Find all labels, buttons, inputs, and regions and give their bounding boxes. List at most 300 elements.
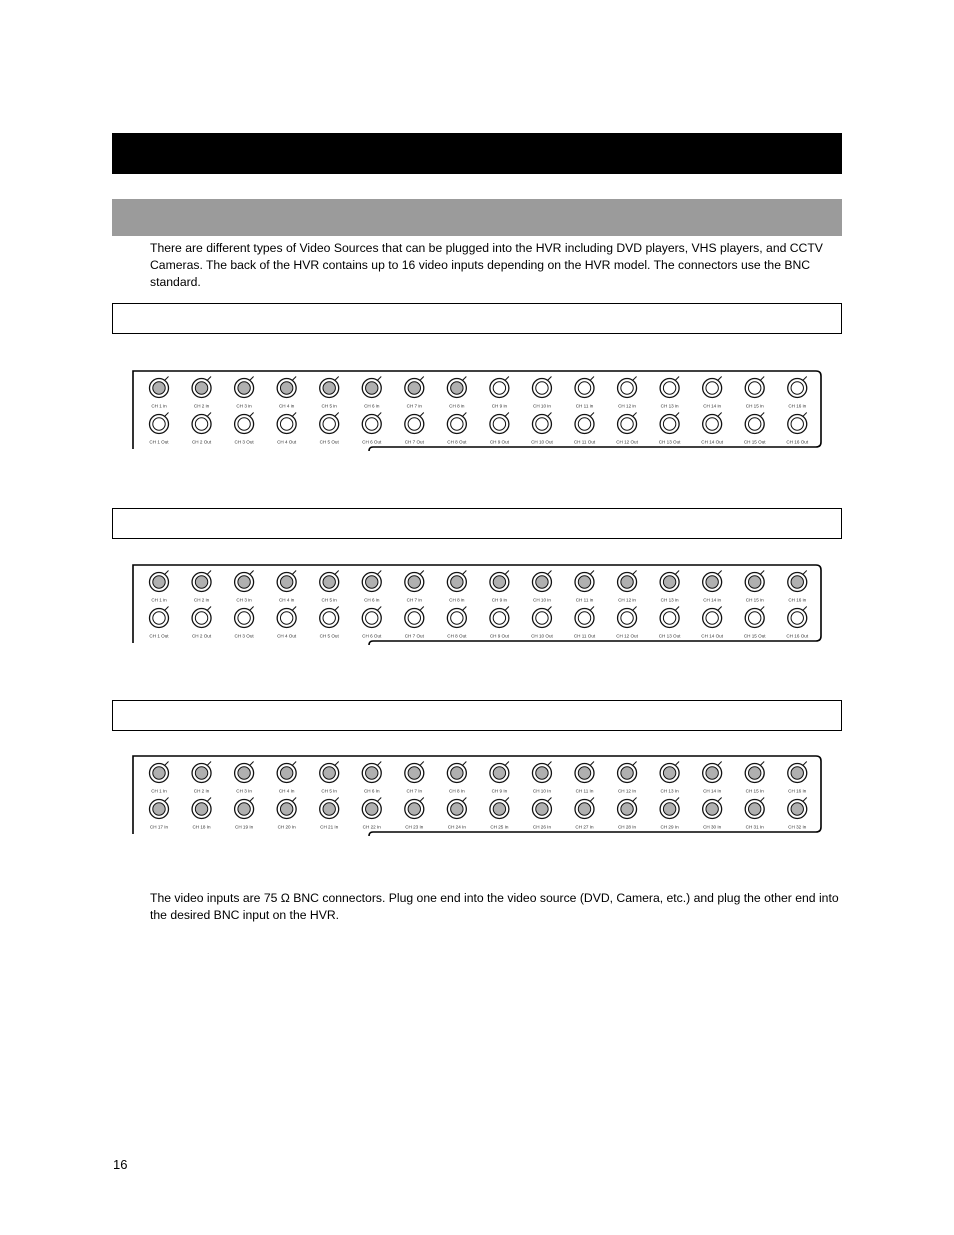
bnc-locking-pin — [803, 607, 807, 611]
bnc-connector-bottom-15 — [745, 798, 764, 830]
bnc-locking-pin — [335, 762, 339, 766]
bnc-locking-pin — [250, 798, 254, 802]
bnc-locking-pin — [335, 607, 339, 611]
bnc-label-top-9: CH 9 In — [491, 788, 508, 794]
bnc-connector-bottom-16 — [788, 798, 807, 830]
bnc-inner-socket — [280, 576, 292, 588]
bnc-label-top-15: CH 15 in — [745, 597, 764, 603]
bnc-locking-pin — [591, 377, 595, 381]
bnc-connector-bottom-11 — [574, 413, 596, 445]
bnc-inner-socket — [366, 612, 378, 624]
bnc-label-bottom-2: CH 18 In — [192, 824, 211, 830]
bnc-connector-top-1 — [150, 762, 169, 794]
bnc-locking-pin — [165, 377, 169, 381]
bnc-locking-pin — [463, 571, 467, 575]
bnc-connector-bottom-3 — [235, 798, 254, 830]
bnc-inner-socket — [366, 803, 378, 815]
bnc-locking-pin — [378, 571, 382, 575]
bnc-label-bottom-14: CH 14 Out — [701, 633, 724, 639]
bnc-connector-bottom-9 — [490, 607, 510, 639]
bnc-label-top-4: CH 4 in — [278, 597, 295, 603]
bnc-inner-socket — [323, 382, 335, 394]
bnc-connector-bottom-13 — [659, 607, 681, 639]
model-label-box-1 — [112, 303, 842, 334]
bnc-locking-pin — [761, 762, 765, 766]
bnc-inner-socket — [791, 767, 803, 779]
bnc-inner-socket — [536, 612, 548, 624]
bnc-connector-top-14 — [703, 377, 722, 409]
bnc-connector-top-10 — [532, 571, 551, 603]
bnc-connector-top-14 — [703, 571, 722, 603]
bnc-locking-pin — [293, 607, 297, 611]
bnc-label-bottom-6: CH 22 In — [362, 824, 381, 830]
bnc-locking-pin — [718, 413, 722, 417]
bnc-inner-socket — [791, 418, 803, 430]
bnc-label-top-11: CH 11 in — [575, 403, 594, 409]
bnc-locking-pin — [165, 607, 169, 611]
bnc-locking-pin — [676, 798, 680, 802]
bnc-locking-pin — [250, 413, 254, 417]
bnc-inner-socket — [791, 576, 803, 588]
bnc-label-bottom-9: CH 9 Out — [489, 633, 509, 639]
bnc-locking-pin — [335, 377, 339, 381]
bnc-label-top-2: CH 2 in — [193, 403, 210, 409]
bnc-inner-socket — [536, 803, 548, 815]
bnc-connector-top-15 — [745, 762, 764, 794]
bnc-connector-top-15 — [745, 571, 764, 603]
bnc-inner-socket — [238, 803, 250, 815]
bnc-connector-top-11 — [575, 377, 594, 409]
bnc-connector-bottom-8 — [447, 798, 466, 830]
bnc-locking-pin — [718, 798, 722, 802]
bnc-inner-socket — [706, 612, 718, 624]
bnc-inner-socket — [749, 382, 761, 394]
bnc-connector-top-2 — [192, 377, 211, 409]
bnc-locking-pin — [548, 413, 552, 417]
bnc-label-bottom-2: CH 2 Out — [191, 633, 212, 639]
bnc-label-bottom-7: CH 7 Out — [404, 439, 424, 445]
bnc-label-top-5: CH 5 In — [321, 788, 337, 794]
bnc-label-bottom-7: CH 23 In — [405, 824, 424, 830]
bnc-locking-pin — [208, 571, 212, 575]
bnc-label-bottom-15: CH 31 In — [745, 824, 764, 830]
bnc-locking-pin — [208, 607, 212, 611]
bnc-locking-pin — [463, 798, 467, 802]
bnc-locking-pin — [676, 607, 680, 611]
bnc-inner-socket — [621, 612, 633, 624]
bnc-inner-socket — [366, 767, 378, 779]
bnc-label-bottom-11: CH 11 Out — [573, 633, 596, 639]
bnc-inner-socket — [451, 767, 463, 779]
bnc-inner-socket — [195, 803, 207, 815]
bnc-inner-socket — [493, 382, 505, 394]
bnc-connector-bottom-11 — [574, 607, 596, 639]
bnc-label-top-8: CH 8 In — [449, 788, 465, 794]
bnc-label-bottom-8: CH 24 In — [447, 824, 466, 830]
bnc-connector-top-12 — [618, 762, 637, 794]
bnc-inner-socket — [578, 767, 590, 779]
bnc-connector-top-16 — [788, 377, 807, 409]
page-number: 16 — [113, 1157, 128, 1172]
bnc-inner-socket — [195, 612, 207, 624]
bnc-panel-svg-1 — [132, 369, 822, 451]
bnc-label-bottom-1: CH 1 Out — [149, 633, 169, 639]
bnc-inner-socket — [749, 576, 761, 588]
bnc-panel-diagram-3 — [132, 754, 822, 836]
bnc-connector-bottom-6 — [362, 413, 382, 445]
bnc-locking-pin — [378, 798, 382, 802]
bnc-locking-pin — [676, 762, 680, 766]
bnc-connector-bottom-1 — [149, 607, 169, 639]
bnc-inner-socket — [578, 418, 590, 430]
bnc-label-top-5: CH 5 in — [321, 403, 337, 409]
bnc-connector-bottom-4 — [277, 413, 297, 445]
bnc-locking-pin — [505, 798, 509, 802]
bnc-locking-pin — [250, 607, 254, 611]
bnc-inner-socket — [493, 612, 505, 624]
bnc-connector-bottom-14 — [701, 607, 723, 639]
bnc-connector-bottom-4 — [277, 607, 297, 639]
bnc-connector-bottom-14 — [703, 798, 722, 830]
bnc-inner-socket — [238, 576, 250, 588]
bnc-inner-socket — [408, 418, 420, 430]
intro-paragraph: There are different types of Video Sources that can be plugged into the HVR including DVD players, VHS players, and CCTV Cameras. The back of the HVR contains up to 16 video inputs depending on the HVR model. The connectors use the BNC standard. — [150, 241, 823, 289]
bnc-locking-pin — [378, 607, 382, 611]
bnc-inner-socket — [451, 418, 463, 430]
bnc-inner-socket — [323, 418, 335, 430]
bnc-connector-bottom-14 — [701, 413, 723, 445]
bnc-connector-bottom-5 — [320, 413, 340, 445]
bnc-label-bottom-3: CH 3 Out — [234, 633, 254, 639]
bnc-locking-pin — [676, 413, 680, 417]
bnc-connector-bottom-13 — [660, 798, 679, 830]
bnc-locking-pin — [165, 798, 169, 802]
bnc-connector-top-13 — [660, 571, 679, 603]
bnc-label-bottom-7: CH 7 Out — [404, 633, 424, 639]
bnc-inner-socket — [663, 767, 675, 779]
bnc-label-top-16: CH 16 in — [788, 403, 807, 409]
bnc-label-bottom-10: CH 10 Out — [531, 633, 553, 639]
bnc-label-top-15: CH 15 In — [745, 788, 764, 794]
bnc-locking-pin — [633, 798, 637, 802]
bnc-label-top-9: CH 9 in — [491, 403, 508, 409]
bnc-label-top-12: CH 12 in — [618, 403, 636, 409]
bnc-locking-pin — [250, 762, 254, 766]
bnc-connector-bottom-10 — [531, 413, 553, 445]
bnc-connector-bottom-5 — [320, 607, 340, 639]
bnc-locking-pin — [761, 798, 765, 802]
bnc-label-top-4: CH 4 In — [278, 788, 295, 794]
bnc-locking-pin — [633, 607, 637, 611]
bnc-inner-socket — [408, 803, 420, 815]
bnc-inner-socket — [621, 418, 633, 430]
bnc-label-top-3: CH 3 in — [236, 597, 252, 603]
bnc-label-bottom-10: CH 10 Out — [531, 439, 553, 445]
bnc-locking-pin — [250, 377, 254, 381]
bnc-inner-socket — [451, 803, 463, 815]
bnc-connector-bottom-9 — [490, 413, 510, 445]
bnc-label-bottom-12: CH 12 Out — [616, 439, 638, 445]
section-header-bar — [112, 133, 842, 174]
bnc-label-top-3: CH 3 in — [236, 403, 252, 409]
bnc-label-top-4: CH 4 in — [278, 403, 295, 409]
bnc-connector-bottom-13 — [659, 413, 681, 445]
bnc-locking-pin — [591, 571, 595, 575]
bnc-connector-top-11 — [575, 762, 594, 794]
bnc-locking-pin — [420, 607, 424, 611]
bnc-label-bottom-1: CH 1 Out — [149, 439, 169, 445]
bnc-inner-socket — [195, 418, 207, 430]
bnc-inner-socket — [408, 576, 420, 588]
bnc-connector-bottom-15 — [744, 607, 766, 639]
bnc-inner-socket — [663, 418, 675, 430]
bnc-connector-top-2 — [192, 762, 211, 794]
bnc-locking-pin — [293, 413, 297, 417]
bnc-inner-socket — [578, 382, 590, 394]
bnc-locking-pin — [676, 377, 680, 381]
bnc-connector-top-7 — [405, 762, 424, 794]
bnc-inner-socket — [408, 767, 420, 779]
bnc-label-bottom-11: CH 27 In — [575, 824, 594, 830]
subsection-header-bar — [112, 199, 842, 236]
bnc-label-bottom-14: CH 30 In — [703, 824, 722, 830]
model-label-box-2 — [112, 508, 842, 539]
bnc-connector-top-3 — [235, 762, 254, 794]
bnc-connector-top-12 — [618, 377, 637, 409]
bnc-locking-pin — [548, 571, 552, 575]
bnc-label-bottom-1: CH 17 In — [149, 824, 169, 830]
bnc-locking-pin — [718, 571, 722, 575]
bnc-locking-pin — [761, 377, 765, 381]
bnc-inner-socket — [280, 612, 292, 624]
bnc-locking-pin — [761, 571, 765, 575]
bnc-panel-svg-2 — [132, 563, 822, 645]
bnc-label-top-14: CH 14 in — [703, 403, 722, 409]
bnc-connector-top-3 — [235, 377, 254, 409]
bnc-connector-top-2 — [192, 571, 211, 603]
bnc-connector-bottom-5 — [320, 798, 339, 830]
bnc-inner-socket — [323, 576, 335, 588]
bnc-label-bottom-6: CH 6 Out — [362, 439, 382, 445]
bnc-inner-socket — [238, 382, 250, 394]
bnc-inner-socket — [663, 382, 675, 394]
bnc-locking-pin — [335, 798, 339, 802]
bnc-inner-socket — [280, 382, 292, 394]
bnc-inner-socket — [791, 612, 803, 624]
bnc-locking-pin — [250, 571, 254, 575]
bnc-connector-bottom-7 — [405, 607, 425, 639]
bnc-label-bottom-2: CH 2 Out — [191, 439, 212, 445]
bnc-locking-pin — [761, 607, 765, 611]
bnc-connector-top-4 — [277, 762, 296, 794]
bnc-locking-pin — [803, 413, 807, 417]
bnc-connector-bottom-4 — [277, 798, 296, 830]
bnc-locking-pin — [591, 607, 595, 611]
bnc-connector-top-4 — [277, 571, 296, 603]
bnc-panel-svg-3 — [132, 754, 822, 836]
bnc-locking-pin — [293, 762, 297, 766]
bnc-inner-socket — [493, 767, 505, 779]
bnc-label-top-10: CH 10 In — [532, 788, 552, 794]
bnc-inner-socket — [493, 576, 505, 588]
bnc-locking-pin — [633, 762, 637, 766]
bnc-locking-pin — [505, 377, 509, 381]
bnc-locking-pin — [591, 413, 595, 417]
bnc-inner-socket — [578, 576, 590, 588]
bnc-label-top-6: CH 6 in — [364, 403, 380, 409]
bnc-connector-top-5 — [320, 377, 339, 409]
bnc-locking-pin — [378, 762, 382, 766]
bnc-label-bottom-16: CH 32 In — [788, 824, 807, 830]
bnc-connector-bottom-8 — [447, 607, 467, 639]
bnc-connector-top-6 — [362, 571, 381, 603]
bnc-inner-socket — [153, 576, 165, 588]
bnc-locking-pin — [761, 413, 765, 417]
bnc-inner-socket — [621, 382, 633, 394]
bnc-connector-top-5 — [320, 762, 339, 794]
bnc-label-top-3: CH 3 In — [236, 788, 252, 794]
bnc-label-bottom-9: CH 25 In — [490, 824, 509, 830]
bnc-inner-socket — [791, 803, 803, 815]
bnc-connector-bottom-6 — [362, 798, 381, 830]
bnc-connector-bottom-1 — [150, 798, 169, 830]
bnc-inner-socket — [749, 767, 761, 779]
bnc-label-bottom-13: CH 13 Out — [658, 439, 681, 445]
bnc-label-top-7: CH 7 In — [406, 788, 423, 794]
bnc-connector-top-9 — [490, 377, 509, 409]
bnc-inner-socket — [663, 612, 675, 624]
bnc-inner-socket — [536, 576, 548, 588]
bnc-label-top-7: CH 7 in — [406, 403, 422, 409]
bnc-inner-socket — [621, 767, 633, 779]
bnc-inner-socket — [238, 767, 250, 779]
bnc-locking-pin — [505, 762, 509, 766]
bnc-inner-socket — [663, 576, 675, 588]
bnc-inner-socket — [791, 382, 803, 394]
bnc-locking-pin — [165, 413, 169, 417]
bnc-inner-socket — [195, 382, 207, 394]
bnc-connector-bottom-10 — [532, 798, 551, 830]
bnc-label-top-13: CH 13 in — [660, 403, 679, 409]
bnc-locking-pin — [803, 571, 807, 575]
bnc-connector-top-16 — [788, 762, 807, 794]
bnc-inner-socket — [323, 612, 335, 624]
bnc-connector-top-6 — [362, 377, 381, 409]
outro-paragraph: The video inputs are 75 Ω BNC connectors. Plug one end into the video source (DVD, Camera, etc.) and plug the other end into the desired BNC input on the HVR. — [150, 891, 839, 922]
bnc-label-bottom-16: CH 16 Out — [786, 439, 809, 445]
bnc-inner-socket — [749, 612, 761, 624]
bnc-locking-pin — [420, 762, 424, 766]
bnc-inner-socket — [238, 418, 250, 430]
bnc-inner-socket — [153, 382, 165, 394]
bnc-inner-socket — [280, 418, 292, 430]
bnc-locking-pin — [633, 571, 637, 575]
bnc-connector-top-7 — [405, 377, 424, 409]
bnc-locking-pin — [803, 798, 807, 802]
bnc-locking-pin — [803, 377, 807, 381]
bnc-inner-socket — [578, 612, 590, 624]
bnc-label-bottom-8: CH 8 Out — [447, 633, 467, 639]
bnc-label-bottom-3: CH 19 In — [235, 824, 254, 830]
bnc-connector-bottom-3 — [235, 607, 255, 639]
bnc-locking-pin — [463, 762, 467, 766]
bnc-locking-pin — [420, 571, 424, 575]
bnc-locking-pin — [505, 413, 509, 417]
bnc-connector-top-3 — [235, 571, 254, 603]
bnc-locking-pin — [335, 413, 339, 417]
bnc-locking-pin — [548, 377, 552, 381]
bnc-label-top-2: CH 2 In — [193, 788, 210, 794]
bnc-connector-top-14 — [703, 762, 722, 794]
bnc-locking-pin — [293, 377, 297, 381]
bnc-label-bottom-4: CH 4 Out — [277, 633, 297, 639]
bnc-connector-bottom-12 — [616, 413, 638, 445]
bnc-connector-top-4 — [277, 377, 296, 409]
bnc-inner-socket — [749, 803, 761, 815]
bnc-locking-pin — [718, 607, 722, 611]
bnc-locking-pin — [420, 377, 424, 381]
bnc-connector-top-10 — [532, 377, 551, 409]
bnc-locking-pin — [676, 571, 680, 575]
bnc-label-bottom-15: CH 15 Out — [743, 633, 766, 639]
bnc-label-top-10: CH 10 in — [533, 597, 551, 603]
bnc-connector-bottom-10 — [531, 607, 553, 639]
bnc-inner-socket — [706, 767, 718, 779]
bnc-connector-bottom-7 — [405, 798, 424, 830]
bnc-label-top-15: CH 15 in — [745, 403, 764, 409]
bnc-locking-pin — [335, 571, 339, 575]
bnc-inner-socket — [195, 576, 207, 588]
bnc-locking-pin — [463, 377, 467, 381]
bnc-inner-socket — [493, 803, 505, 815]
bnc-locking-pin — [591, 762, 595, 766]
bnc-inner-socket — [749, 418, 761, 430]
bnc-inner-socket — [408, 612, 420, 624]
bnc-inner-socket — [663, 803, 675, 815]
bnc-label-top-11: CH 11 in — [575, 597, 594, 603]
bnc-label-top-1: CH 1 in — [151, 403, 167, 409]
bnc-inner-socket — [706, 418, 718, 430]
bnc-connector-top-8 — [447, 377, 466, 409]
bnc-inner-socket — [621, 576, 633, 588]
bnc-connector-top-11 — [575, 571, 594, 603]
bnc-locking-pin — [548, 798, 552, 802]
bnc-locking-pin — [591, 798, 595, 802]
bnc-locking-pin — [463, 607, 467, 611]
bnc-connector-top-9 — [490, 762, 509, 794]
bnc-locking-pin — [165, 762, 169, 766]
bnc-label-top-2: CH 2 in — [193, 597, 210, 603]
model-label-box-3 — [112, 700, 842, 731]
bnc-inner-socket — [153, 767, 165, 779]
bnc-label-top-10: CH 10 in — [533, 403, 551, 409]
bnc-panel-diagram-1 — [132, 369, 822, 451]
bnc-locking-pin — [548, 607, 552, 611]
bnc-inner-socket — [238, 612, 250, 624]
bnc-locking-pin — [803, 762, 807, 766]
bnc-connector-top-6 — [362, 762, 381, 794]
bnc-inner-socket — [706, 382, 718, 394]
bnc-connector-top-13 — [660, 377, 679, 409]
bnc-label-top-1: CH 1 in — [151, 597, 167, 603]
bnc-label-top-1: CH 1 In — [151, 788, 167, 794]
bnc-label-bottom-5: CH 5 Out — [319, 633, 339, 639]
bnc-inner-socket — [578, 803, 590, 815]
bnc-inner-socket — [323, 803, 335, 815]
bnc-connector-bottom-2 — [192, 798, 211, 830]
bnc-label-bottom-12: CH 28 In — [617, 824, 637, 830]
bnc-inner-socket — [153, 612, 165, 624]
